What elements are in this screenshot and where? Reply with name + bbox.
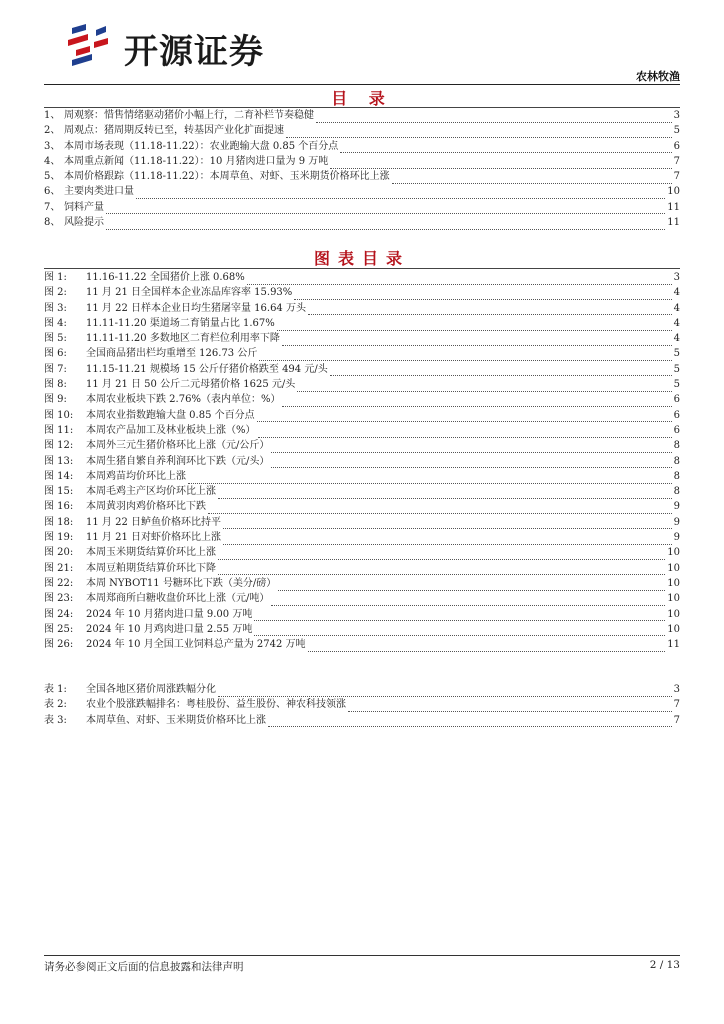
page-header [44, 14, 680, 84]
figure-entry-text: 本周郑商所白糖收盘价环比上涨（元/吨） [86, 593, 270, 605]
figure-entry[interactable] [44, 377, 680, 392]
leader-dots [218, 565, 665, 575]
toc-entry-text: 风险提示 [64, 217, 104, 229]
toc-entry-page: 11 [667, 217, 680, 229]
leader-dots [268, 717, 672, 727]
figure-entry-number: 图 12: [44, 440, 74, 452]
table-entry[interactable] [44, 697, 680, 712]
leader-dots [271, 596, 665, 606]
figure-entry[interactable] [44, 423, 680, 438]
figure-entry-page: 4 [673, 317, 680, 329]
figure-entry-number: 图 16: [44, 501, 74, 513]
leader-dots [136, 189, 665, 199]
figure-entry-page: 8 [673, 486, 680, 498]
table-entry-page: 3 [673, 684, 680, 695]
footer-page-number: 2 / 13 [649, 959, 680, 971]
toc-entry-text: 主要肉类进口量 [64, 186, 134, 198]
figure-entry-text: 11.16-11.22 全国猪价上涨 0.68% [86, 272, 245, 283]
figure-entry-page: 8 [673, 440, 680, 452]
toc-entry[interactable] [44, 108, 680, 123]
toc-entry-text: 周观点：猪周期反转已至，转基因产业化扩面提速 [64, 125, 284, 137]
figure-entry[interactable] [44, 530, 680, 545]
leader-dots [297, 382, 671, 392]
toc-entry-page: 7 [673, 155, 680, 167]
toc-entry[interactable] [44, 200, 680, 215]
toc-entry[interactable] [44, 184, 680, 199]
figure-entry-text: 11 月 21 日对虾价格环比上涨 [86, 532, 221, 544]
figure-entry-page: 4 [673, 287, 680, 299]
table-entry-number: 表 3: [44, 714, 67, 726]
leader-dots [316, 113, 672, 123]
table-entry[interactable] [44, 713, 680, 728]
figure-entry-number: 图 15: [44, 486, 74, 498]
toc-entry-number: 2、 [44, 125, 61, 137]
figure-entry-page: 4 [673, 333, 680, 345]
figure-entry[interactable] [44, 499, 680, 514]
figure-entry-page: 4 [673, 302, 680, 314]
figure-entry-page: 9 [673, 532, 680, 544]
table-entry-text: 农业个股涨跌幅排名：粤桂股份、益生股份、神农科技领涨 [86, 699, 346, 711]
figure-entry-number: 图 5: [44, 333, 67, 345]
toc-entry-number: 5、 [44, 171, 61, 183]
figure-entry-page: 9 [673, 516, 680, 528]
footer-disclaimer: 请务必参阅正文后面的信息披露和法律声明 [44, 961, 244, 973]
table-entry[interactable] [44, 682, 680, 697]
figure-entry[interactable] [44, 591, 680, 606]
leader-dots [330, 159, 671, 169]
toc-entry-page: 10 [667, 186, 680, 198]
leader-dots [340, 143, 671, 153]
figure-entry-number: 图 13: [44, 455, 74, 467]
figure-entry-number: 图 23: [44, 593, 74, 605]
toc-entry-page: 11 [667, 201, 680, 213]
figure-entry-text: 本周农业板块下跌 2.76%（表内单位：%） [86, 394, 281, 406]
leader-dots [282, 397, 671, 407]
figure-entry[interactable] [44, 285, 680, 300]
figure-entry-number: 图 14: [44, 470, 74, 482]
figure-entry-page: 10 [667, 593, 680, 605]
leader-dots [218, 687, 672, 697]
toc-entry-page: 5 [673, 125, 680, 137]
toc-entry-number: 6、 [44, 186, 61, 198]
figure-entry-text: 本周农产品加工及林业板块上涨（%） [86, 424, 256, 436]
toc-entry[interactable] [44, 215, 680, 230]
figure-entry-page: 9 [673, 501, 680, 513]
figure-entry-number: 图 21: [44, 562, 74, 574]
figure-entry-number: 图 1: [44, 272, 67, 283]
toc-entry[interactable] [44, 154, 680, 169]
leader-dots [271, 458, 671, 468]
leader-dots [278, 581, 665, 591]
figure-entry-number: 图 22: [44, 577, 74, 589]
leader-dots [106, 220, 665, 230]
figure-entry-text: 11 月 22 日鲈鱼价格环比持平 [86, 516, 221, 528]
figure-entry[interactable] [44, 515, 680, 530]
figure-entry-page: 10 [667, 623, 680, 635]
figure-entry[interactable] [44, 270, 680, 285]
leader-dots [392, 174, 672, 184]
figure-entry-text: 全国商品猪出栏均重增至 126.73 公斤 [86, 348, 258, 360]
figure-entry[interactable] [44, 392, 680, 407]
leader-dots [348, 702, 672, 712]
figure-entry-number: 图 3: [44, 302, 67, 314]
figure-entry-text: 本周黄羽肉鸡价格环比下跌 [86, 501, 206, 513]
figure-entry[interactable] [44, 622, 680, 637]
leader-dots [308, 305, 672, 315]
table-entry-number: 表 1: [44, 684, 67, 695]
figure-entry-text: 2024 年 10 月鸡肉进口量 2.55 万吨 [86, 623, 253, 635]
section-label: 农林牧渔 [636, 70, 680, 83]
toc-entry-text: 本周市场表现（11.18-11.22）：农业跑输大盘 0.85 个百分点 [64, 140, 339, 152]
brand-name: 开源证券 [124, 32, 264, 72]
table-entry-page: 7 [673, 714, 680, 726]
figure-entry-page: 10 [667, 608, 680, 620]
leader-dots [208, 504, 672, 514]
figure-entry-number: 图 19: [44, 532, 74, 544]
leader-dots [106, 204, 665, 214]
figure-entry-number: 图 10: [44, 409, 74, 421]
figure-entry-number: 图 7: [44, 363, 67, 375]
figure-entry-page: 5 [673, 348, 680, 360]
figure-entry[interactable] [44, 561, 680, 576]
leader-dots [218, 489, 672, 499]
figure-entry-text: 11.15-11.21 规模场 15 公斤仔猪价格跌至 494 元/头 [86, 363, 328, 375]
tables-list [44, 682, 680, 728]
figure-entry[interactable] [44, 316, 680, 331]
toc-list [44, 108, 680, 230]
figure-entry[interactable] [44, 637, 680, 652]
figure-entry[interactable] [44, 438, 680, 453]
figure-entry-text: 本周 NYBOT11 号糖环比下跌（美分/磅） [86, 577, 277, 589]
leader-dots [247, 275, 672, 285]
figure-entry-text: 11 月 22 日样本企业日均生猪屠宰量 16.64 万头 [86, 302, 306, 314]
figure-entry-number: 图 2: [44, 287, 67, 299]
figure-entry-number: 图 6: [44, 348, 67, 360]
footer-divider [44, 955, 680, 956]
figure-entry-page: 11 [667, 639, 680, 651]
figure-entry-page: 8 [673, 470, 680, 482]
leader-dots [254, 611, 665, 621]
toc-title: 目 录 [331, 89, 393, 108]
figure-entry-number: 图 8: [44, 379, 67, 391]
leader-dots [223, 519, 672, 529]
figure-entry-text: 本周玉米期货结算价环比上涨 [86, 547, 216, 559]
figure-entry-page: 6 [673, 409, 680, 421]
figure-entry-page: 5 [673, 379, 680, 391]
figures-title-divider [44, 268, 680, 269]
leader-dots [308, 642, 666, 652]
toc-entry[interactable] [44, 139, 680, 154]
figure-entry[interactable] [44, 576, 680, 591]
figure-entry-page: 10 [667, 562, 680, 574]
toc-entry-text: 本周价格跟踪（11.18-11.22）：本周草鱼、对虾、玉米期货价格环比上涨 [64, 171, 390, 183]
figure-entry[interactable] [44, 301, 680, 316]
figure-entry-text: 本周农业指数跑输大盘 0.85 个百分点 [86, 409, 255, 421]
figure-entry-text: 2024 年 10 月猪肉进口量 9.00 万吨 [86, 608, 253, 620]
figure-entry-text: 2024 年 10 月全国工业饲料总产量为 2742 万吨 [86, 639, 306, 651]
leader-dots [188, 474, 672, 484]
leader-dots [277, 321, 672, 331]
figures-list [44, 270, 680, 652]
header-divider [44, 84, 680, 85]
company-logo-icon [62, 20, 122, 68]
figure-entry[interactable] [44, 469, 680, 484]
figure-entry[interactable] [44, 454, 680, 469]
figure-entry[interactable] [44, 484, 680, 499]
figure-entry-text: 本周生猪自繁自养利润环比下跌（元/头） [86, 455, 270, 467]
toc-entry-number: 1、 [44, 110, 61, 121]
leader-dots [257, 412, 672, 422]
figure-entry-number: 图 20: [44, 547, 74, 559]
leader-dots [282, 336, 672, 346]
figure-entry-text: 11.11-11.20 渠道场二育销量占比 1.67% [86, 317, 275, 329]
figure-entry-number: 图 9: [44, 394, 67, 406]
leader-dots [286, 128, 672, 138]
figure-entry-page: 3 [673, 272, 680, 283]
figure-entry[interactable] [44, 607, 680, 622]
figure-entry[interactable] [44, 346, 680, 361]
figure-entry-page: 6 [673, 424, 680, 436]
toc-entry[interactable] [44, 169, 680, 184]
figure-entry-number: 图 4: [44, 317, 67, 329]
toc-entry-page: 7 [673, 171, 680, 183]
table-entry-text: 全国各地区猪价周涨跌幅分化 [86, 684, 216, 695]
figure-entry-page: 10 [667, 577, 680, 589]
figures-title: 图表目录 [313, 249, 410, 268]
figure-entry-number: 图 18: [44, 516, 74, 528]
figure-entry-text: 本周外三元生猪价格环比上涨（元/公斤） [86, 440, 270, 452]
toc-entry-number: 8、 [44, 217, 61, 229]
toc-entry-page: 3 [673, 110, 680, 121]
figure-entry-page: 10 [667, 547, 680, 559]
figure-entry-page: 5 [673, 363, 680, 375]
leader-dots [271, 443, 671, 453]
figure-entry-page: 6 [673, 394, 680, 406]
figure-entry-text: 11.11-11.20 多数地区二育栏位利用率下降 [86, 333, 280, 345]
figure-entry[interactable] [44, 408, 680, 423]
toc-entry-number: 3、 [44, 140, 61, 152]
table-entry-text: 本周草鱼、对虾、玉米期货价格环比上涨 [86, 714, 266, 726]
figure-entry-text: 11 月 21 日 50 公斤二元母猪价格 1625 元/头 [86, 379, 296, 391]
figure-entry-text: 本周毛鸡主产区均价环比上涨 [86, 486, 216, 498]
toc-entry-text: 本周重点新闻（11.18-11.22）：10 月猪肉进口量为 9 万吨 [64, 155, 329, 167]
figure-entry[interactable] [44, 545, 680, 560]
table-entry-number: 表 2: [44, 699, 67, 711]
figure-entry-number: 图 26: [44, 639, 74, 651]
leader-dots [258, 428, 672, 438]
figure-entry-number: 图 11: [44, 424, 74, 436]
leader-dots [330, 366, 672, 376]
leader-dots [223, 535, 672, 545]
figure-entry-text: 本周鸡苗均价环比上涨 [86, 470, 186, 482]
leader-dots [259, 351, 671, 361]
figure-entry-number: 图 24: [44, 608, 74, 620]
figure-entry-text: 本周豆粕期货结算价环比下降 [86, 562, 216, 574]
toc-entry-text: 饲料产量 [64, 201, 104, 213]
toc-entry-page: 6 [673, 140, 680, 152]
toc-entry-text: 周观察：惜售情绪驱动猪价小幅上行，二育补栏节奏稳健 [64, 110, 314, 121]
figure-entry[interactable] [44, 331, 680, 346]
figure-entry-page: 8 [673, 455, 680, 467]
toc-entry[interactable] [44, 123, 680, 138]
figure-entry[interactable] [44, 362, 680, 377]
leader-dots [294, 290, 671, 300]
leader-dots [254, 626, 665, 636]
figure-entry-text: 11 月 21 日全国样本企业冻品库容率 15.93% [86, 287, 293, 299]
table-entry-page: 7 [673, 699, 680, 711]
figure-entry-number: 图 25: [44, 623, 74, 635]
toc-entry-number: 4、 [44, 155, 61, 167]
toc-entry-number: 7、 [44, 201, 61, 213]
leader-dots [218, 550, 665, 560]
